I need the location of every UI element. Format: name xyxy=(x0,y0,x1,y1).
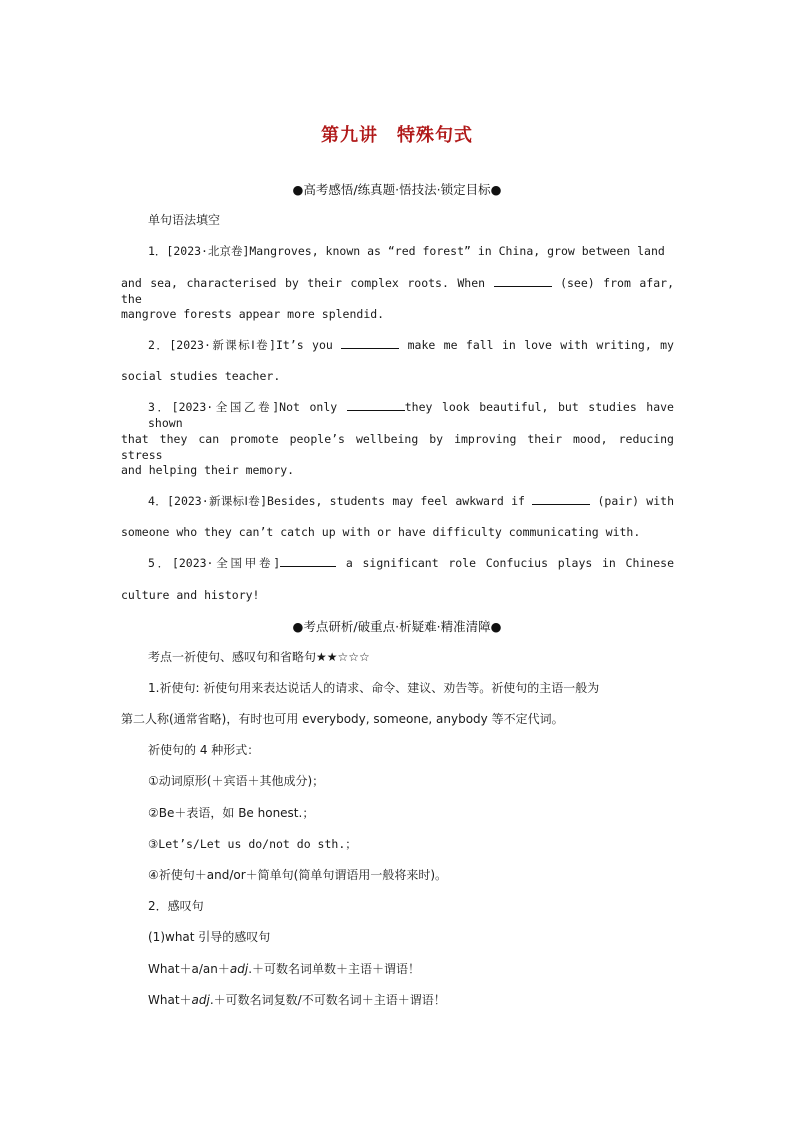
imperative-forms-title: 祈使句的 4 种形式： xyxy=(148,743,260,757)
section-header-practice: ●高考感悟/练真题·悟技法·锁定目标● xyxy=(292,182,502,197)
what-exclamatory-subheading: (1)what 引导的感叹句 xyxy=(148,930,271,944)
question-5-line-1: 5．[2023·全国甲卷] a significant role Confucius plays in Chinese xyxy=(148,556,674,570)
question-2-line-2: social studies teacher. xyxy=(121,369,281,383)
question-1-line-1: 1．[2023·北京卷]Mangroves, known as “red forest” in China, grow between land xyxy=(148,244,665,258)
exclamatory-heading: 2．感叹句 xyxy=(148,899,204,913)
imperative-form-2: ②Be＋表语，如 Be honest.； xyxy=(148,806,315,820)
answer-blank[interactable] xyxy=(532,493,590,505)
page-title: 第九讲 特殊句式 xyxy=(321,125,473,146)
imperative-form-3: ③Let’s/Let us do/not do sth.； xyxy=(148,837,357,851)
question-4-line-1: 4．[2023·新课标Ⅰ卷]Besides, students may feel awkward if (pair) with xyxy=(148,494,674,508)
exercise-subtitle: 单句语法填空 xyxy=(148,213,221,227)
what-rule-1: What＋a/an＋adj.＋可数名词单数＋主语＋谓语！ xyxy=(148,962,421,976)
what-rule-2: What＋adj.＋可数名词复数/不可数名词＋主语＋谓语！ xyxy=(148,993,446,1007)
section-header-analysis: ●考点研析/破重点·析疑难·精准清障● xyxy=(292,619,502,634)
imperative-form-4: ④祈使句＋and/or＋简单句(简单句谓语用一般将来时)。 xyxy=(148,868,448,882)
question-2-line-1: 2．[2023·新课标Ⅰ卷]It’s you make me fall in love with writing, my xyxy=(148,338,674,352)
question-3-line-2: that they can promote people’s wellbeing by improving their mood, reducing stress xyxy=(121,432,674,462)
answer-blank[interactable] xyxy=(341,337,399,349)
imperative-definition-line-2: 第二人称(通常省略)，有时也可用 everybody, someone, anybody 等不定代词。 xyxy=(121,712,564,726)
answer-blank[interactable] xyxy=(494,275,552,287)
exam-point-heading: 考点一祈使句、感叹句和省略句★★☆☆☆ xyxy=(148,650,370,664)
imperative-definition-line-1: 1.祈使句: 祈使句用来表达说话人的请求、命令、建议、劝告等。祈使句的主语一般为 xyxy=(148,681,600,695)
imperative-form-1: ①动词原形(＋宾语＋其他成分)； xyxy=(148,774,325,788)
answer-blank[interactable] xyxy=(347,399,405,411)
question-3-line-1: 3．[2023·全国乙卷]Not only they look beautiful, but studies have shown xyxy=(148,400,674,430)
question-4-line-2: someone who they can’t catch up with or have difficulty communicating with. xyxy=(121,525,641,539)
answer-blank[interactable] xyxy=(280,555,336,567)
question-3-line-3: and helping their memory. xyxy=(121,463,295,477)
question-1-line-2: and sea, characterised by their complex roots. When (see) from afar, the xyxy=(121,276,674,306)
question-5-line-2: culture and history! xyxy=(121,588,260,602)
question-1-line-3: mangrove forests appear more splendid. xyxy=(121,307,385,321)
